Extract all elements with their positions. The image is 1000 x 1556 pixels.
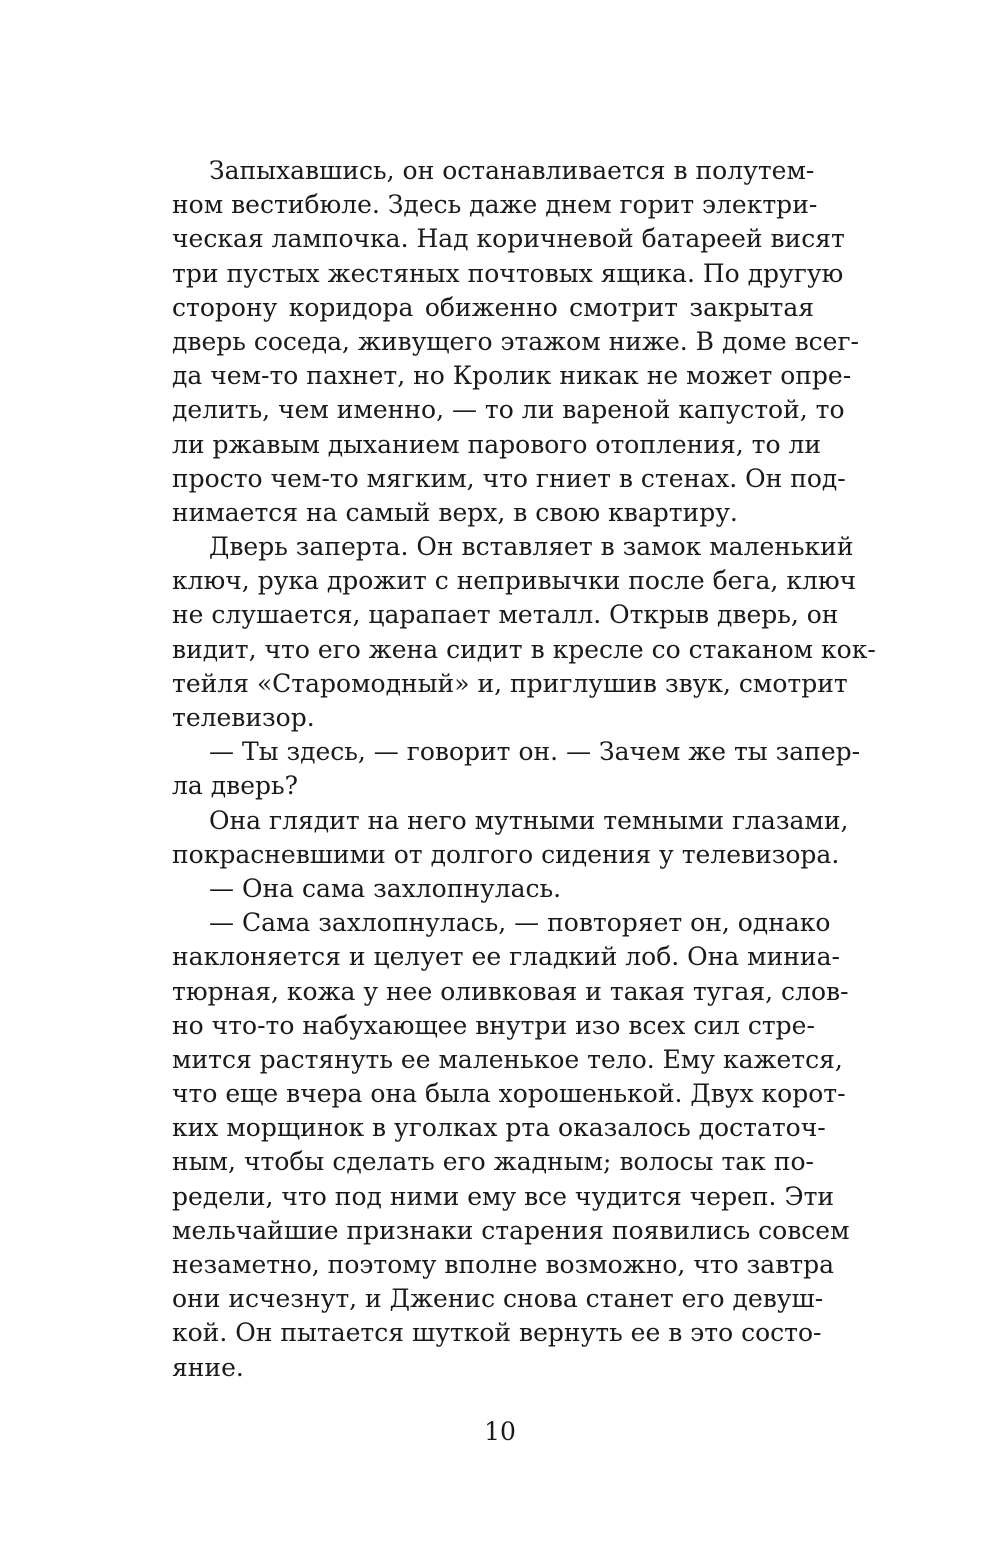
- text-line: мится растянуть ее маленькое тело. Ему кажется,: [172, 1044, 843, 1074]
- text-line: делить, чем именно, — то ли вареной капустой, то: [172, 395, 845, 425]
- text-line: что еще вчера она была хорошенькой. Двух корот-: [172, 1079, 846, 1109]
- text-line: ла дверь?: [172, 771, 299, 801]
- text-line: да чем-то пахнет, но Кролик никак не может опре-: [172, 361, 852, 391]
- text-line: кой. Он пытается шуткой вернуть ее в это состо-: [172, 1318, 822, 1348]
- text-line: нимается на самый верх, в свою квартиру.: [172, 497, 738, 527]
- text-line: ких морщинок в уголках рта оказалось достаточ-: [172, 1113, 826, 1143]
- text-line: ческая лампочка. Над коричневой батареей висят: [172, 224, 845, 254]
- text-line: но что-то набухающее внутри изо всех сил стре-: [172, 1010, 815, 1040]
- text-line: тейля «Старомодный» и, приглушив звук, смотрит: [172, 668, 848, 698]
- text-line: Дверь заперта. Он вставляет в замок маленький: [209, 532, 854, 562]
- text-line: видит, что его жена сидит в кресле со стаканом кок-: [172, 634, 876, 664]
- text-line: редели, что под ними ему все чудится череп. Эти: [172, 1181, 835, 1211]
- body-text: [172, 154, 876, 1385]
- text-line: ным, чтобы сделать его жадным; волосы так по-: [172, 1147, 814, 1177]
- text-line: ключ, рука дрожит с непривычки после бега, ключ: [172, 566, 857, 596]
- text-line: три пустых жестяных почтовых ящика. По другую: [172, 258, 844, 288]
- text-line: тюрная, кожа у нее оливковая и такая тугая, слов-: [172, 976, 849, 1006]
- text-line: — Сама захлопнулась, — повторяет он, однако: [209, 908, 831, 938]
- text-line: не слушается, царапает металл. Открыв дверь, он: [172, 600, 839, 630]
- text-line: ли ржавым дыханием парового отопления, то ли: [172, 429, 822, 459]
- text-line: Она глядит на него мутными темными глазами,: [209, 805, 849, 835]
- text-line: сторону коридора обиженно смотрит закрытая: [172, 292, 814, 322]
- text-line: яние.: [172, 1352, 244, 1382]
- text-line: — Она сама захлопнулась.: [209, 873, 562, 903]
- page-number: 10: [484, 1417, 516, 1446]
- text-line: Запыхавшись, он останавливается в полутем-: [209, 156, 815, 185]
- text-line: незаметно, поэтому вполне возможно, что завтра: [172, 1250, 835, 1279]
- text-line: мельчайшие признаки старения появились совсем: [172, 1215, 850, 1245]
- text-line: наклоняется и целует ее гладкий лоб. Она миниа-: [172, 942, 840, 972]
- text-line: просто чем-то мягким, что гниет в стенах. Он под-: [172, 463, 846, 493]
- text-line: они исчезнут, и Дженис снова станет его девуш-: [172, 1284, 824, 1314]
- text-line: телевизор.: [172, 703, 315, 732]
- text-line: ном вестибюле. Здесь даже днем горит электри-: [172, 190, 818, 220]
- text-line: покрасневшими от долгого сидения у телевизора.: [172, 839, 840, 869]
- text-line: — Ты здесь, — говорит он. — Зачем же ты запер-: [209, 737, 861, 767]
- text-line: дверь соседа, живущего этажом ниже. В доме всег-: [172, 326, 859, 356]
